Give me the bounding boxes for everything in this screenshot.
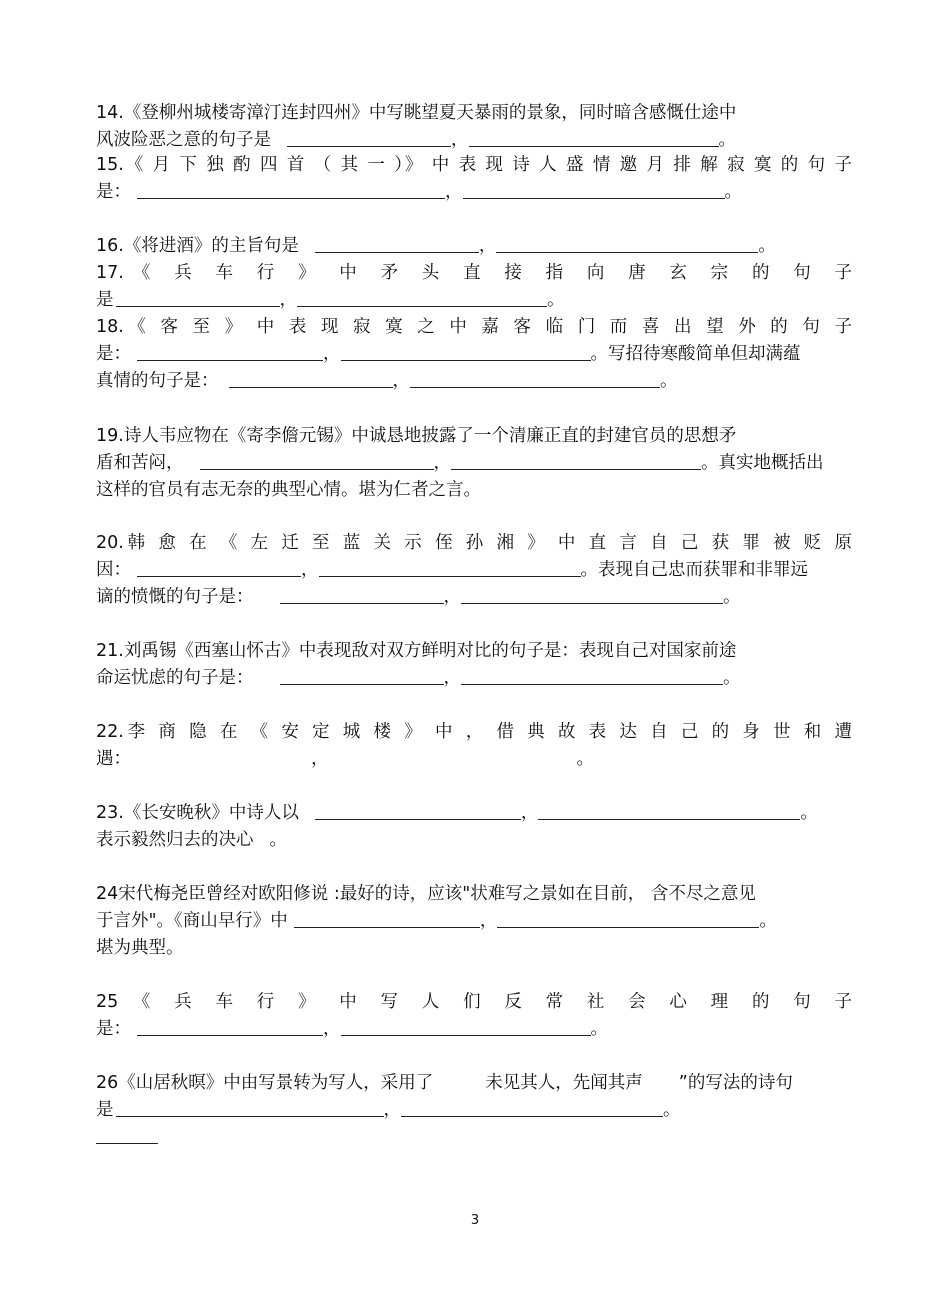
question-25 [96,989,852,1043]
q22-line1: 22.李 商 隐 在 《 安 定 城 楼 》 中 ， 借 典 故 表 达 自 己 的 身 世 和 遭 [96,722,852,742]
period: 。 [580,560,598,580]
period: 。 [718,130,736,150]
period: 。 [758,236,776,256]
q18-stem-2: 真情的句子是： [96,371,219,391]
period: 。 [800,803,818,823]
q20-stem: 因： [96,560,131,580]
answer-blank[interactable] [341,342,591,361]
answer-blank[interactable] [469,128,719,147]
q15-stem: 是： [96,182,131,202]
comma: ， [445,182,463,202]
answer-blank[interactable] [315,801,521,820]
answer-blank[interactable] [280,585,444,604]
q26-stem: 是 [96,1100,114,1120]
comma: ， [443,668,461,688]
q19-line3: 这样的官员有志无奈的典型心情。堪为仁者之言。 [96,480,481,500]
comma: ， [301,560,319,580]
period: 。 [576,749,594,769]
q17-stem: 是 [96,290,114,310]
q23-stem: 23.《长安晚秋》中诗人以 [96,803,299,823]
answer-blank[interactable] [294,909,480,928]
period: 。 [723,668,741,688]
answer-blank[interactable] [451,451,701,470]
q24-stem: 于言外"。《商山早行》中 [96,911,288,931]
period: 。 [590,1019,608,1039]
question-14 [96,100,852,154]
q26-line3 [96,1124,852,1151]
q26-line1 [96,1070,852,1097]
answer-blank[interactable] [341,1017,591,1036]
answer-blank[interactable] [401,1098,663,1117]
q26-stem-a: 26《山居秋暝》中由写景转为写人，采用了 [96,1073,434,1093]
comma: ， [520,803,539,823]
question-24 [96,881,852,962]
comma: ， [392,371,410,391]
q18-stem-tail: 写招待寒酸简单但却满蕴 [608,344,801,364]
period: 。 [724,182,742,202]
q21-stem: 命运忧虑的句子是： [96,668,254,688]
period: 。 [547,290,565,310]
q21-line1: 21.刘禹锡《西塞山怀古》中表现敌对双方鲜明对比的句子是：表现自己对国家前途 [96,641,737,661]
answer-blank[interactable] [463,180,725,199]
answer-blank[interactable] [137,558,301,577]
comma: ， [323,344,341,364]
q20-line3 [96,584,852,611]
period: 。 [660,371,678,391]
q19-stem: 盾和苦闷， [96,453,184,473]
q17-line2 [96,287,852,314]
answer-blank[interactable] [137,342,323,361]
question-20 [96,530,852,611]
q22-line2 [96,746,852,773]
q19-line2 [96,450,852,477]
period: 。 [269,830,287,850]
answer-blank[interactable] [410,369,660,388]
period: 。 [590,344,608,364]
q24-line2 [96,908,852,935]
answer-blank[interactable] [315,234,479,253]
period: 。 [701,453,719,473]
q23-line1 [96,800,852,827]
q25-stem: 是： [96,1019,131,1039]
question-22 [96,719,852,773]
q14-line2 [96,127,852,154]
answer-blank[interactable] [297,288,547,307]
q25-line1: 25 《 兵 车 行 》 中 写 人 们 反 常 社 会 心 理 的 句 子 [96,992,852,1012]
q20-stem-tail: 表现自己忠而获罪和非罪远 [598,560,808,580]
comma: ， [323,1019,341,1039]
q20-line1: 20.韩 愈 在 《 左 迁 至 蓝 关 示 侄 孙 湘 》 中 直 言 自 己 获 罪 被 贬 原 [96,533,852,553]
answer-blank[interactable] [137,180,445,199]
q26-line2 [96,1097,852,1124]
page-number: 3 [470,1213,480,1228]
comma: ， [383,1100,401,1120]
q24-line3: 堪为典型。 [96,938,184,958]
q23-stem-2: 表示毅然归去的决心 [96,830,254,850]
q26-stem-b: 未见其人，先闻其声 [485,1073,643,1093]
question-17 [96,260,852,314]
answer-blank[interactable] [137,1017,323,1036]
q15-line1: 15.《 月 下 独 酌 四 首 （ 其 一 ）》 中 表 现 诗 人 盛 情 邀 月 排 解 寂 寞 的 句 子 [96,155,852,175]
question-26 [96,1070,852,1151]
comma: ， [433,453,451,473]
q17-line1: 17.《 兵 车 行 》 中 矛 头 直 接 指 向 唐 玄 宗 的 句 子 [96,263,852,283]
comma: ， [478,236,497,256]
answer-blank[interactable] [96,1125,158,1144]
q16-stem: 16.《将进酒》的主旨句是 [96,236,299,256]
q14-line1: 14.《登柳州城楼寄漳汀连封四州》中写眺望夏天暴雨的景象，同时暗含感慨仕途中 [96,103,737,123]
answer-blank[interactable] [116,288,280,307]
q18-line2 [96,341,852,368]
q18-line3 [96,368,852,395]
period: 。 [663,1100,681,1120]
q21-line2 [96,665,852,692]
answer-blank[interactable] [538,801,800,820]
q19-line1: 19.诗人韦应物在《寄李儋元锡》中诚恳地披露了一个清廉正直的封建官员的思想矛 [96,426,737,446]
answer-blank[interactable] [116,1098,384,1117]
period: 。 [759,911,777,931]
answer-blank[interactable] [229,369,393,388]
question-19 [96,423,852,504]
q24-line1: 24宋代梅尧臣曾经对欧阳修说 :最好的诗，应该"状难写之景如在目前， 含不尽之意见 [96,884,756,904]
q25-line2 [96,1016,852,1043]
q19-stem-tail: 真实地概括出 [718,453,824,473]
answer-blank[interactable] [280,666,444,685]
answer-blank[interactable] [497,909,759,928]
comma: ， [479,911,498,931]
q18-stem: 是： [96,344,131,364]
q14-stem: 风波险恶之意的句子是 [96,130,271,150]
question-21 [96,638,852,692]
answer-blank[interactable] [461,666,723,685]
question-15 [96,152,852,206]
question-16 [96,233,852,260]
answer-blank[interactable] [287,128,451,147]
comma: ， [311,749,329,769]
comma: ， [443,587,461,607]
answer-blank[interactable] [200,451,434,470]
q20-stem-2: 谪的愤慨的句子是： [96,587,254,607]
question-23 [96,800,852,854]
q18-line1: 18.《 客 至 》 中 表 现 寂 寞 之 中 嘉 客 临 门 而 喜 出 望 外 的 句 子 [96,317,852,337]
comma: ， [279,290,297,310]
q20-line2 [96,557,852,584]
q26-stem-c: ”的写法的诗句 [678,1073,793,1093]
answer-blank[interactable] [461,585,723,604]
q15-line2 [96,179,852,206]
answer-blank[interactable] [496,234,758,253]
comma: ， [451,130,469,150]
answer-blank[interactable] [319,558,581,577]
q16-line1 [96,233,852,260]
q22-stem: 遇： [96,749,131,769]
q23-line2 [96,827,852,854]
period: 。 [723,587,741,607]
question-18 [96,314,852,395]
